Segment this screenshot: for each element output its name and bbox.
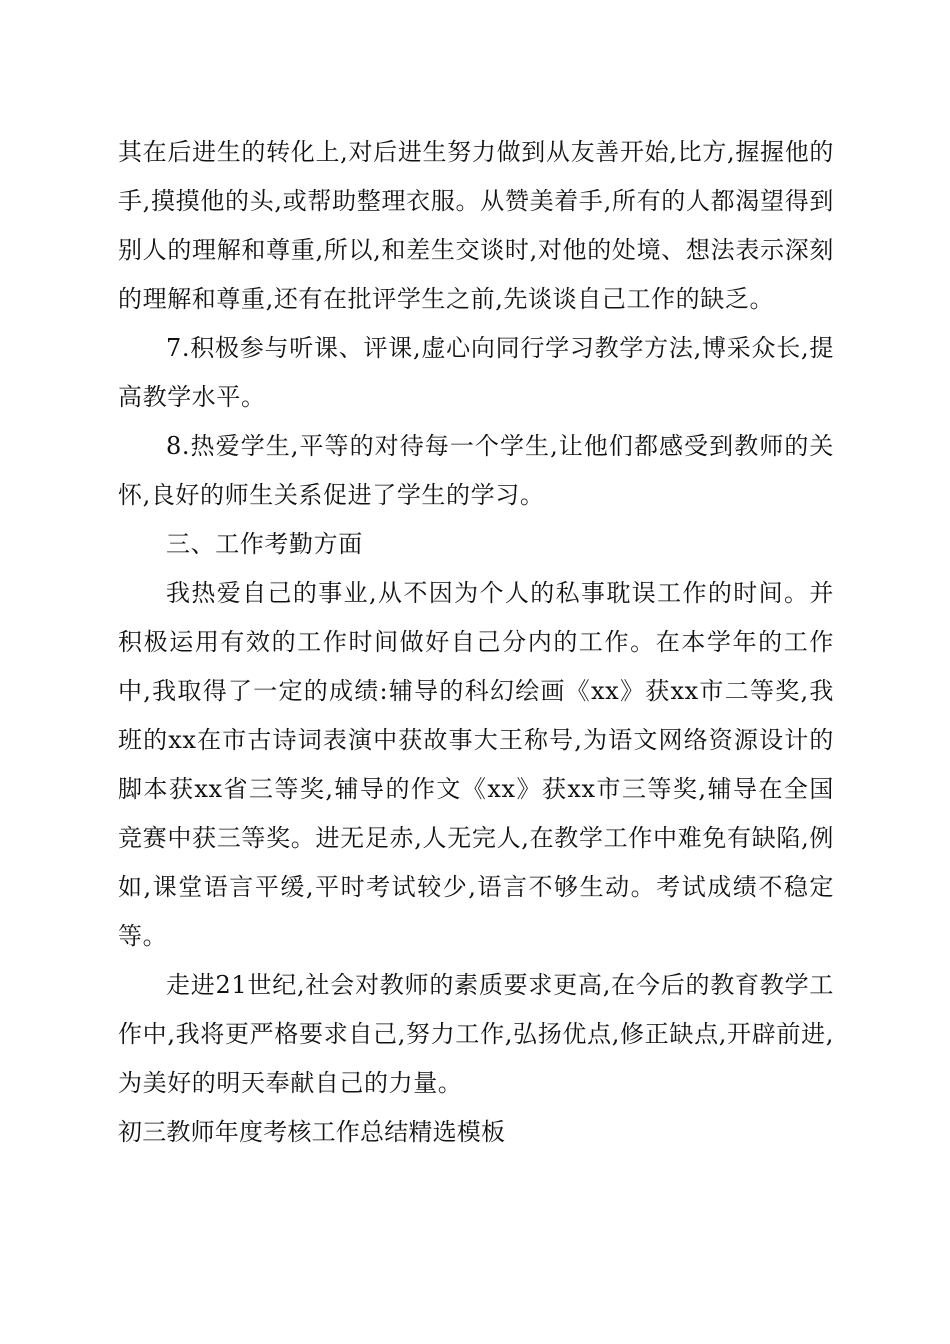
paragraph-conclusion: 走进21世纪,社会对教师的素质要求更高,在今后的教育教学工作中,我将更严格要求自己,努力工作,弘扬优点,修正缺点,开辟前进,为美好的明天奉献自己的力量。 [118, 971, 834, 1097]
document-body [118, 128, 834, 1157]
paragraph-item-7: 7.积极参与听课、评课,虚心向同行学习教学方法,博采众长,提高教学水平。 [118, 334, 834, 411]
paragraph-attendance: 我热爱自己的事业,从不因为个人的私事耽误工作的时间。并积极运用有效的工作时间做好自己分内的工作。在本学年的工作中,我取得了一定的成绩:辅导的科幻绘画《xx》获xx市二等奖,我班的xx在市古诗词表演中获故事大王称号,为语文网络资源设计的脚本获xx省三等奖,辅导的作文《xx》获xx市三等奖,辅导在全国竞赛中获三等奖。进无足赤,人无完人,在教学工作中难免有缺陷,例如,课堂语言平缓,平时考试较少,语言不够生动。考试成绩不稳定等。 [118, 579, 834, 950]
paragraph-student-transformation: 其在后进生的转化上,对后进生努力做到从友善开始,比方,握握他的手,摸摸他的头,或帮助整理衣服。从赞美着手,所有的人都渴望得到别人的理解和尊重,所以,和差生交谈时,对他的处境、想法表示深刻的理解和尊重,还有在批评学生之前,先谈谈自己工作的缺乏。 [118, 138, 834, 313]
next-document-title: 初三教师年度考核工作总结精选模板 [118, 1118, 506, 1146]
paragraph-item-8: 8.热爱学生,平等的对待每一个学生,让他们都感受到教师的关怀,良好的师生关系促进了学生的学习。 [118, 432, 834, 509]
section-heading-attendance: 三、工作考勤方面 [166, 530, 363, 558]
